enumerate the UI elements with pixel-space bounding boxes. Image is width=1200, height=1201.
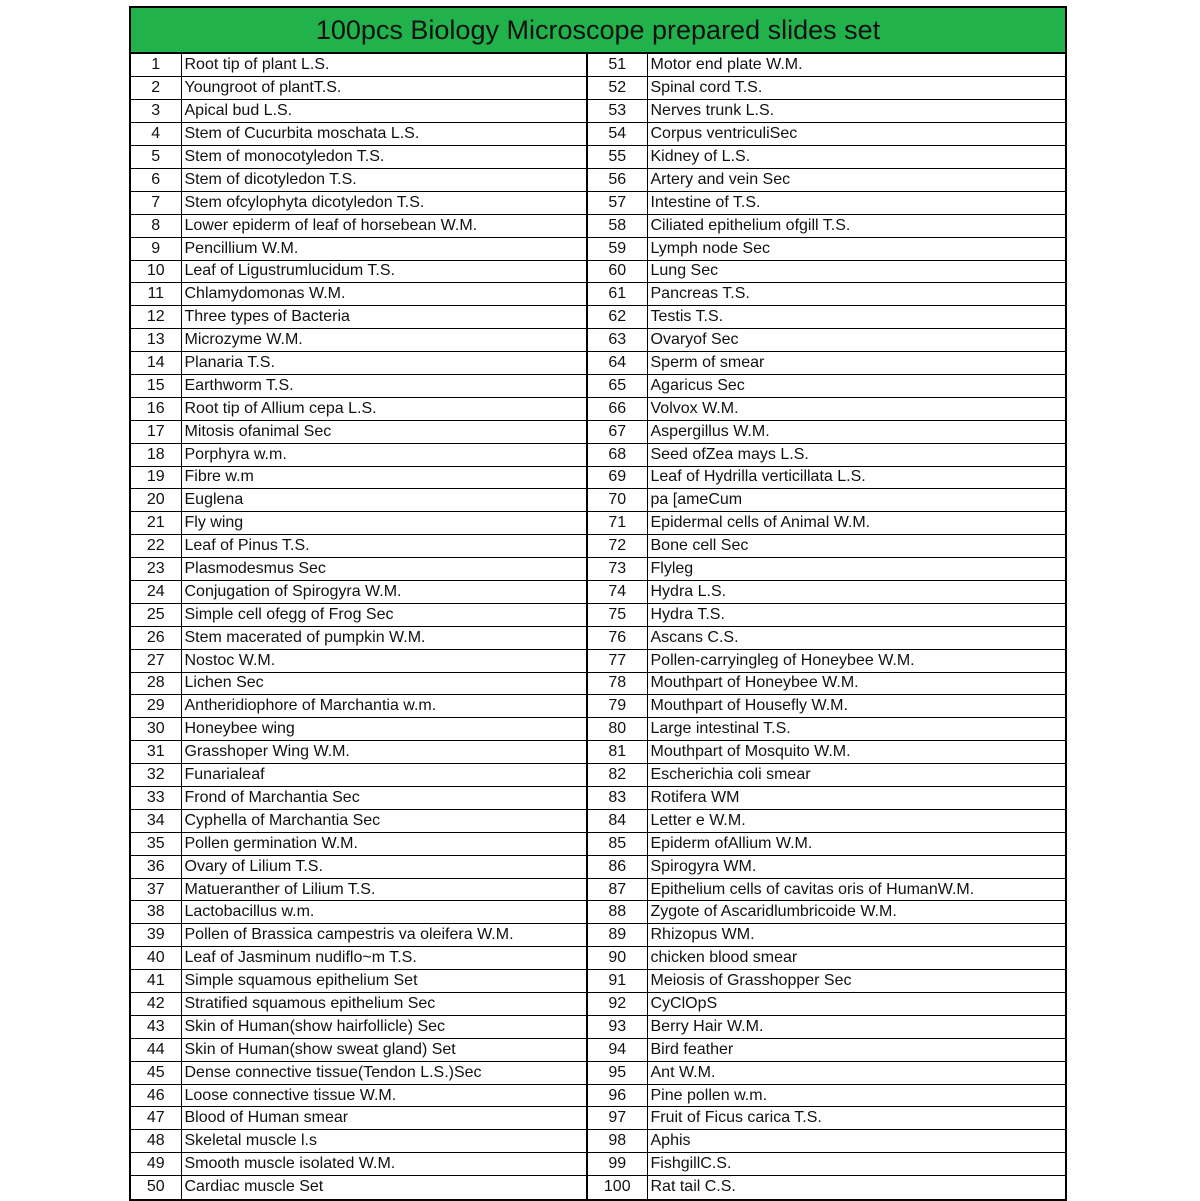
slide-number: 24 <box>131 580 181 603</box>
slide-number: 71 <box>587 512 647 535</box>
slide-name: CyClOpS <box>647 993 1065 1016</box>
slide-number: 4 <box>131 123 181 146</box>
slide-number: 53 <box>587 100 647 123</box>
slide-name: Cardiac muscle Set <box>181 1176 587 1199</box>
slide-number: 2 <box>131 77 181 100</box>
slide-name: Corpus ventriculiSec <box>647 123 1065 146</box>
slide-number: 92 <box>587 993 647 1016</box>
slide-number: 63 <box>587 329 647 352</box>
slide-number: 66 <box>587 397 647 420</box>
slide-number: 85 <box>587 832 647 855</box>
slide-name: Sperm of smear <box>647 352 1065 375</box>
slide-name: Skeletal muscle l.s <box>181 1130 587 1153</box>
table-row <box>131 352 1065 375</box>
slide-name: Aphis <box>647 1130 1065 1153</box>
slide-number: 96 <box>587 1084 647 1107</box>
slide-number: 49 <box>131 1153 181 1176</box>
table-row <box>131 787 1065 810</box>
table-row <box>131 397 1065 420</box>
slide-name: Lung Sec <box>647 260 1065 283</box>
slide-name: Simple squamous epithelium Set <box>181 970 587 993</box>
slide-name: Rat tail C.S. <box>650 1178 736 1196</box>
slide-name: Apical bud L.S. <box>181 100 587 123</box>
table-row <box>131 558 1065 581</box>
slide-name: Mouthpart of Honeybee W.M. <box>647 672 1065 695</box>
slide-name: Pancreas T.S. <box>647 283 1065 306</box>
slide-name: Fruit of Ficus carica T.S. <box>647 1107 1065 1130</box>
table-row <box>131 626 1065 649</box>
slide-number: 17 <box>131 420 181 443</box>
table-row <box>131 1153 1065 1176</box>
slide-number: 44 <box>131 1038 181 1061</box>
page-title: 100pcs Biology Microscope prepared slides set <box>131 8 1065 54</box>
table-row <box>131 878 1065 901</box>
slide-number: 78 <box>587 672 647 695</box>
slide-number: 23 <box>131 558 181 581</box>
slide-number: 76 <box>587 626 647 649</box>
slide-number: 30 <box>131 718 181 741</box>
table-row <box>131 329 1065 352</box>
slide-number: 11 <box>131 283 181 306</box>
table-row <box>131 947 1065 970</box>
slide-number: 98 <box>587 1130 647 1153</box>
slide-number: 60 <box>587 260 647 283</box>
table-row <box>131 901 1065 924</box>
slide-number: 57 <box>587 191 647 214</box>
table-row <box>131 672 1065 695</box>
slide-name: Matueranther of Lilium T.S. <box>181 878 587 901</box>
table-row <box>131 1176 1065 1199</box>
slide-name: Mitosis ofanimal Sec <box>181 420 587 443</box>
slide-number: 43 <box>131 1015 181 1038</box>
slide-name: Youngroot of plantT.S. <box>181 77 587 100</box>
slide-name: Pollen germination W.M. <box>181 832 587 855</box>
slide-name: Agaricus Sec <box>647 374 1065 397</box>
slide-number: 33 <box>131 787 181 810</box>
slide-name: Honeybee wing <box>181 718 587 741</box>
slides-table-body <box>131 54 1065 1199</box>
table-row <box>131 260 1065 283</box>
slide-name: Root tip of Allium cepa L.S. <box>181 397 587 420</box>
slide-name: Artery and vein Sec <box>647 168 1065 191</box>
slide-name: Nerves trunk L.S. <box>647 100 1065 123</box>
slide-number: 62 <box>587 306 647 329</box>
slide-name: Flyleg <box>647 558 1065 581</box>
slide-number: 56 <box>587 168 647 191</box>
slide-number: 58 <box>587 214 647 237</box>
slide-number: 54 <box>587 123 647 146</box>
table-row <box>131 718 1065 741</box>
slide-number: 79 <box>587 695 647 718</box>
slide-number: 12 <box>131 306 181 329</box>
slide-number: 99 <box>587 1153 647 1176</box>
table-row <box>131 993 1065 1016</box>
slide-name: Large intestinal T.S. <box>647 718 1065 741</box>
slide-number: 18 <box>131 443 181 466</box>
slide-name: Testis T.S. <box>647 306 1065 329</box>
table-row <box>131 489 1065 512</box>
slide-name: Letter e W.M. <box>647 809 1065 832</box>
slide-name: Ascans C.S. <box>647 626 1065 649</box>
slide-number: 32 <box>131 764 181 787</box>
slide-name: Ciliated epithelium ofgill T.S. <box>647 214 1065 237</box>
slide-number: 93 <box>587 1015 647 1038</box>
slide-number: 87 <box>587 878 647 901</box>
slide-name: Stem macerated of pumpkin W.M. <box>181 626 587 649</box>
slide-number: 95 <box>587 1061 647 1084</box>
slide-number: 16 <box>131 397 181 420</box>
slide-number: 69 <box>587 466 647 489</box>
slide-number: 8 <box>131 214 181 237</box>
slide-number: 10 <box>131 260 181 283</box>
slide-number: 28 <box>131 672 181 695</box>
slide-name: Epiderm ofAllium W.M. <box>647 832 1065 855</box>
slide-name: Stem of dicotyledon T.S. <box>181 168 587 191</box>
slide-number: 36 <box>131 855 181 878</box>
slide-number: 26 <box>131 626 181 649</box>
slide-number: 46 <box>131 1084 181 1107</box>
table-row <box>131 924 1065 947</box>
slide-number: 55 <box>587 146 647 169</box>
table-row <box>131 77 1065 100</box>
slide-name: Root tip of plant L.S. <box>181 54 587 77</box>
slide-number: 15 <box>131 374 181 397</box>
slide-name: Chlamydomonas W.M. <box>181 283 587 306</box>
slide-name: Stratified squamous epithelium Sec <box>181 993 587 1016</box>
table-row <box>131 1038 1065 1061</box>
slide-name: Pencillium W.M. <box>181 237 587 260</box>
slide-name: Smooth muscle isolated W.M. <box>181 1153 587 1176</box>
slide-name: Fly wing <box>181 512 587 535</box>
table-row <box>131 1015 1065 1038</box>
table-row <box>131 1130 1065 1153</box>
slide-number: 35 <box>131 832 181 855</box>
table-row <box>131 809 1065 832</box>
table-row <box>131 695 1065 718</box>
slide-number: 64 <box>587 352 647 375</box>
slide-number: 47 <box>131 1107 181 1130</box>
slide-name: Lower epiderm of leaf of horsebean W.M. <box>181 214 587 237</box>
slide-number: 88 <box>587 901 647 924</box>
slide-number: 39 <box>131 924 181 947</box>
slide-number: 75 <box>587 603 647 626</box>
slide-number: 48 <box>131 1130 181 1153</box>
slide-name: Hydra T.S. <box>647 603 1065 626</box>
slide-name: Bird feather <box>647 1038 1065 1061</box>
slide-name: Leaf of Ligustrumlucidum T.S. <box>181 260 587 283</box>
slide-name: Plasmodesmus Sec <box>181 558 587 581</box>
table-row <box>131 191 1065 214</box>
slide-name: Earthworm T.S. <box>181 374 587 397</box>
slide-name: Porphyra w.m. <box>181 443 587 466</box>
slide-name: Dense connective tissue(Tendon L.S.)Sec <box>181 1061 587 1084</box>
table-row <box>131 603 1065 626</box>
slide-name: FishgillC.S. <box>647 1153 1065 1176</box>
slide-name: Lichen Sec <box>181 672 587 695</box>
slide-number: 83 <box>587 787 647 810</box>
table-row <box>131 214 1065 237</box>
table-row <box>131 832 1065 855</box>
table-row <box>131 443 1065 466</box>
slide-number: 65 <box>587 374 647 397</box>
slide-name: Mouthpart of Mosquito W.M. <box>647 741 1065 764</box>
slide-name: chicken blood smear <box>647 947 1065 970</box>
slide-number: 6 <box>131 168 181 191</box>
table-row <box>131 580 1065 603</box>
slide-number: 81 <box>587 741 647 764</box>
slide-name: Pine pollen w.m. <box>647 1084 1065 1107</box>
slide-number: 20 <box>131 489 181 512</box>
slide-name: Skin of Human(show hairfollicle) Sec <box>181 1015 587 1038</box>
slide-name: Escherichia coli smear <box>647 764 1065 787</box>
slide-name: Three types of Bacteria <box>181 306 587 329</box>
slide-name: Spinal cord T.S. <box>647 77 1065 100</box>
slide-name: Leaf of Pinus T.S. <box>181 535 587 558</box>
slide-number: 37 <box>131 878 181 901</box>
table-row <box>131 54 1065 77</box>
table-row <box>131 168 1065 191</box>
slide-name: Stem of monocotyledon T.S. <box>181 146 587 169</box>
slide-name: Funarialeaf <box>181 764 587 787</box>
slide-number: 89 <box>587 924 647 947</box>
slide-name: Ovary of Lilium T.S. <box>181 855 587 878</box>
slide-name: Volvox W.M. <box>647 397 1065 420</box>
slide-number: 68 <box>587 443 647 466</box>
slide-name: Seed ofZea mays L.S. <box>647 443 1065 466</box>
slide-name: Leaf of Jasminum nudiflo~m T.S. <box>181 947 587 970</box>
table-row <box>131 649 1065 672</box>
table-row <box>131 374 1065 397</box>
slides-list-sheet <box>129 6 1067 1201</box>
table-row <box>131 306 1065 329</box>
table-row <box>131 1107 1065 1130</box>
slide-number: 50 <box>131 1176 181 1199</box>
slide-name: Microzyme W.M. <box>181 329 587 352</box>
slide-name: Pollen-carryingleg of Honeybee W.M. <box>647 649 1065 672</box>
slide-number: 13 <box>131 329 181 352</box>
slide-number: 3 <box>131 100 181 123</box>
slide-name: Conjugation of Spirogyra W.M. <box>181 580 587 603</box>
table-row <box>131 512 1065 535</box>
table-row <box>131 535 1065 558</box>
slide-number: 38 <box>131 901 181 924</box>
slide-number: 100 <box>587 1176 647 1199</box>
slide-name: Rhizopus WM. <box>647 924 1065 947</box>
slides-table <box>131 54 1065 1199</box>
table-row <box>131 237 1065 260</box>
slide-number: 22 <box>131 535 181 558</box>
slide-name: Epidermal cells of Animal W.M. <box>647 512 1065 535</box>
table-row <box>131 146 1065 169</box>
table-row <box>131 420 1065 443</box>
slide-number: 52 <box>587 77 647 100</box>
slide-name: Nostoc W.M. <box>181 649 587 672</box>
slide-name: Spirogyra WM. <box>647 855 1065 878</box>
slide-number: 59 <box>587 237 647 260</box>
table-row <box>131 466 1065 489</box>
slide-number: 67 <box>587 420 647 443</box>
slide-name: Stem of Cucurbita moschata L.S. <box>181 123 587 146</box>
slide-name: Stem ofcylophyta dicotyledon T.S. <box>181 191 587 214</box>
slide-name: pa [ameCum <box>647 489 1065 512</box>
slide-number: 7 <box>131 191 181 214</box>
slide-number: 27 <box>131 649 181 672</box>
slide-name: Lactobacillus w.m. <box>181 901 587 924</box>
slide-name: Kidney of L.S. <box>647 146 1065 169</box>
slide-number: 80 <box>587 718 647 741</box>
slide-name: Cyphella of Marchantia Sec <box>181 809 587 832</box>
slide-name: Lymph node Sec <box>647 237 1065 260</box>
slide-number: 94 <box>587 1038 647 1061</box>
slide-name: Grasshoper Wing W.M. <box>181 741 587 764</box>
slide-name: Pollen of Brassica campestris va oleifera W.M. <box>181 924 587 947</box>
slide-name: Skin of Human(show sweat gland) Set <box>181 1038 587 1061</box>
table-row <box>131 123 1065 146</box>
slide-name: Ant W.M. <box>647 1061 1065 1084</box>
table-row <box>131 764 1065 787</box>
slide-number: 72 <box>587 535 647 558</box>
slide-number: 14 <box>131 352 181 375</box>
table-row <box>131 100 1065 123</box>
slide-name: Berry Hair W.M. <box>647 1015 1065 1038</box>
slide-name: Hydra L.S. <box>647 580 1065 603</box>
slide-number: 51 <box>587 54 647 77</box>
slide-name: Intestine of T.S. <box>647 191 1065 214</box>
slide-number: 86 <box>587 855 647 878</box>
slide-number: 41 <box>131 970 181 993</box>
table-row <box>131 970 1065 993</box>
table-row <box>131 1084 1065 1107</box>
table-row <box>131 1061 1065 1084</box>
slide-number: 97 <box>587 1107 647 1130</box>
slide-number: 1 <box>131 54 181 77</box>
slide-number: 31 <box>131 741 181 764</box>
slide-name: Antheridiophore of Marchantia w.m. <box>181 695 587 718</box>
slide-number: 74 <box>587 580 647 603</box>
slide-number: 82 <box>587 764 647 787</box>
slide-number: 84 <box>587 809 647 832</box>
slide-number: 91 <box>587 970 647 993</box>
slide-name: Euglena <box>181 489 587 512</box>
slide-number: 70 <box>587 489 647 512</box>
slide-name: Aspergillus W.M. <box>647 420 1065 443</box>
slide-name: Loose connective tissue W.M. <box>181 1084 587 1107</box>
slide-name: Blood of Human smear <box>181 1107 587 1130</box>
slide-number: 42 <box>131 993 181 1016</box>
slide-number: 45 <box>131 1061 181 1084</box>
slide-number: 34 <box>131 809 181 832</box>
table-row <box>131 283 1065 306</box>
slide-name: Planaria T.S. <box>181 352 587 375</box>
slide-name: Zygote of Ascaridlumbricoide W.M. <box>647 901 1065 924</box>
slide-name: Mouthpart of Housefly W.M. <box>647 695 1065 718</box>
slide-number: 5 <box>131 146 181 169</box>
slide-name: Motor end plate W.M. <box>647 54 1065 77</box>
slide-number: 9 <box>131 237 181 260</box>
slide-name: Meiosis of Grasshopper Sec <box>647 970 1065 993</box>
slide-name: Bone cell Sec <box>647 535 1065 558</box>
slide-name: Fibre w.m <box>181 466 587 489</box>
table-row <box>131 741 1065 764</box>
slide-number: 77 <box>587 649 647 672</box>
slide-number: 21 <box>131 512 181 535</box>
slide-name: Ovaryof Sec <box>647 329 1065 352</box>
slide-number: 90 <box>587 947 647 970</box>
slide-number: 25 <box>131 603 181 626</box>
slide-name: Epithelium cells of cavitas oris of HumanW.M. <box>647 878 1065 901</box>
slide-number: 29 <box>131 695 181 718</box>
slide-number: 40 <box>131 947 181 970</box>
slide-name: Rotifera WM <box>647 787 1065 810</box>
slide-number: 61 <box>587 283 647 306</box>
table-row <box>131 855 1065 878</box>
slide-name: Simple cell ofegg of Frog Sec <box>181 603 587 626</box>
slide-name: Frond of Marchantia Sec <box>181 787 587 810</box>
slide-name: Leaf of Hydrilla verticillata L.S. <box>647 466 1065 489</box>
slide-number: 19 <box>131 466 181 489</box>
slide-number: 73 <box>587 558 647 581</box>
